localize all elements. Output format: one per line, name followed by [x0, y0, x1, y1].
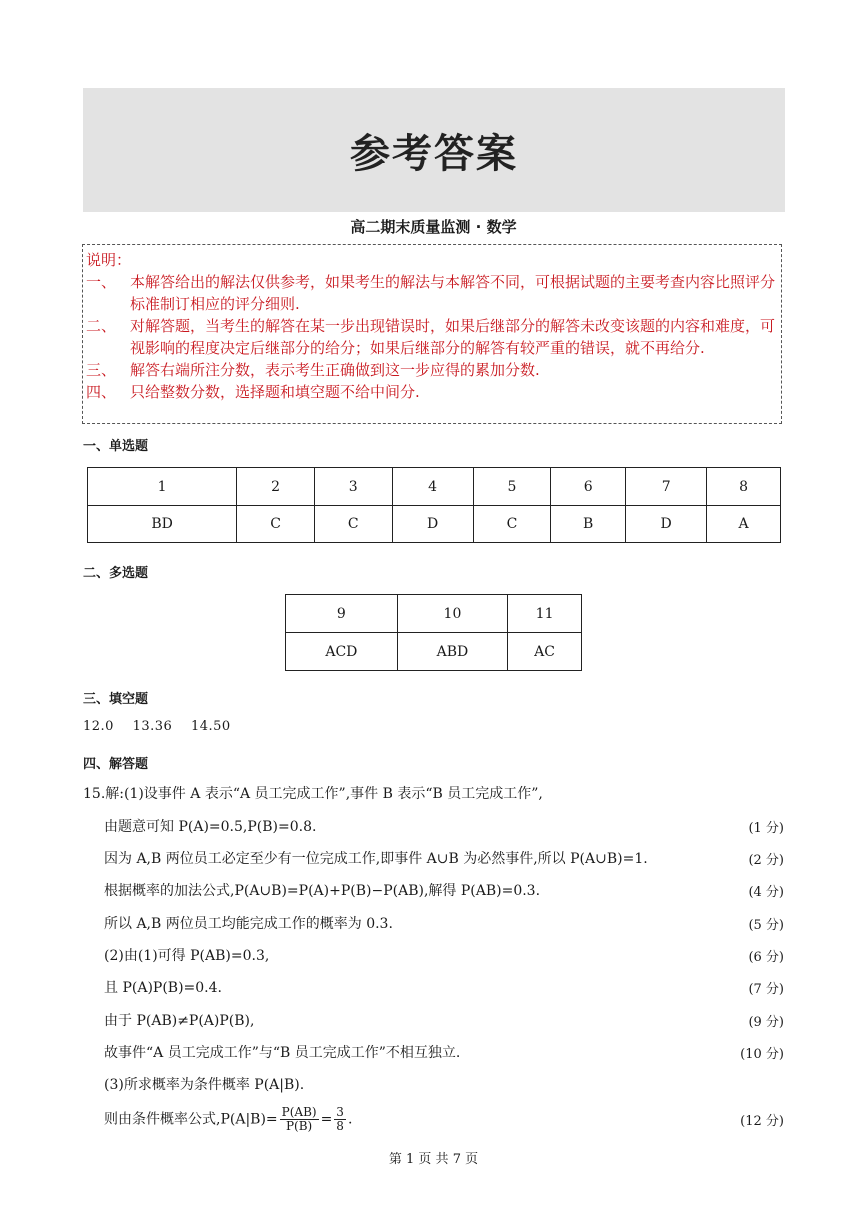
score-label: (10 分)	[740, 1046, 784, 1062]
note-number: 四、	[86, 383, 117, 401]
solution-line	[104, 913, 784, 933]
table-cell: 4	[392, 468, 473, 506]
numerator: P(AB)	[281, 1105, 317, 1119]
section-heading-fill: 三、填空题	[83, 692, 149, 707]
table-cell: 3	[314, 468, 392, 506]
equals-sign: =	[320, 1111, 333, 1128]
solution-line	[104, 848, 784, 868]
answer-row	[88, 506, 781, 543]
denominator: P(B)	[285, 1119, 313, 1133]
fill-answers	[83, 719, 245, 734]
table-cell: 6	[551, 468, 626, 506]
table-cell: 9	[286, 595, 398, 633]
table-cell: ACD	[286, 633, 398, 671]
note-item	[86, 359, 781, 381]
fraction	[334, 1106, 346, 1133]
solution-text: 且 P(A)P(B)=0.4.	[104, 980, 222, 996]
multi-choice-table	[285, 594, 582, 671]
table-cell: 11	[508, 595, 582, 633]
solution-text: (2)由(1)可得 P(AB)=0.3,	[104, 948, 270, 964]
page-footer: 第 1 页 共 7 页	[388, 1152, 479, 1167]
table-cell: D	[392, 506, 473, 543]
numerator: 3	[336, 1105, 344, 1119]
section-heading-solutions: 四、解答题	[83, 757, 149, 772]
score-label: (5 分)	[748, 917, 784, 933]
solution-text: 由题意可知 P(A)=0.5,P(B)=0.8.	[104, 819, 317, 835]
note-text: 对解答题，当考生的解答在某一步出现错误时，如果后继部分的解答未改变该题的内容和难度，可视影响的程度决定后继部分的给分；如果后继部分的解答有较严重的错误，就不再给分.	[130, 317, 776, 357]
solution-text: 所以 A,B 两位员工均能完成工作的概率为 0.3.	[104, 916, 393, 932]
solution-text: 根据概率的加法公式,P(A∪B)=P(A)+P(B)−P(AB),解得 P(AB)=0.3.	[104, 883, 541, 899]
table-cell: D	[626, 506, 707, 543]
solution-text: 15.解:(1)设事件 A 表示“A 员工完成工作”,事件 B 表示“B 员工完成工作”,	[83, 786, 543, 802]
score-label: (4 分)	[748, 884, 784, 900]
notes-box	[82, 244, 782, 424]
exam-subtitle: 高二期末质量监测 · 数学	[350, 218, 517, 236]
solution-line	[83, 783, 784, 803]
table-cell: ABD	[397, 633, 507, 671]
solution-line-formula	[104, 1106, 784, 1133]
note-item	[86, 271, 781, 315]
table-cell: 2	[237, 468, 315, 506]
solution-line	[104, 816, 784, 836]
solution-line	[104, 977, 784, 997]
table-cell: BD	[88, 506, 237, 543]
note-text: 本解答给出的解法仅供参考，如果考生的解法与本解答不同，可根据试题的主要考查内容比照评分标准制订相应的评分细则.	[130, 273, 776, 313]
score-label: (6 分)	[748, 949, 784, 965]
number-row	[88, 468, 781, 506]
fill-answer: 12.0	[83, 719, 114, 734]
table-cell: C	[314, 506, 392, 543]
solution-line	[104, 1042, 784, 1062]
page-title: 参考答案	[350, 129, 518, 177]
section-heading-multi: 二、多选题	[83, 566, 149, 581]
note-text: 只给整数分数，选择题和填空题不给中间分.	[130, 383, 420, 401]
table-cell: C	[473, 506, 551, 543]
table-cell: 10	[397, 595, 507, 633]
number-row	[286, 595, 582, 633]
table-cell: 5	[473, 468, 551, 506]
table-cell: B	[551, 506, 626, 543]
table-cell: 1	[88, 468, 237, 506]
solution-text: 因为 A,B 两位员工必定至少有一位完成工作,即事件 A∪B 为必然事件,所以 P(A∪B)=1.	[104, 851, 648, 867]
fraction	[280, 1106, 319, 1133]
solution-text: 由于 P(AB)≠P(A)P(B),	[104, 1013, 255, 1029]
score-label: (12 分)	[740, 1114, 784, 1129]
note-number: 二、	[86, 317, 117, 335]
single-choice-table	[87, 467, 781, 543]
solution-line	[104, 1010, 784, 1030]
score-label: (9 分)	[748, 1014, 784, 1030]
score-label: (7 分)	[748, 981, 784, 997]
denominator: 8	[336, 1119, 344, 1133]
score-label: (1 分)	[748, 820, 784, 836]
table-cell: C	[237, 506, 315, 543]
formula-prefix: 则由条件概率公式,P(A|B)=	[104, 1111, 278, 1128]
table-cell: 7	[626, 468, 707, 506]
solution-line	[104, 1074, 784, 1094]
title-banner	[83, 88, 785, 212]
note-item	[86, 381, 781, 403]
solution-line	[104, 945, 784, 965]
section-heading-single: 一、单选题	[83, 439, 149, 454]
table-cell: AC	[508, 633, 582, 671]
solution-text: 故事件“A 员工完成工作”与“B 员工完成工作”不相互独立.	[104, 1045, 461, 1061]
score-label: (2 分)	[748, 852, 784, 868]
answer-row	[286, 633, 582, 671]
solution-text	[104, 1106, 352, 1133]
solution-text: (3)所求概率为条件概率 P(A|B).	[104, 1077, 305, 1093]
solution-line	[104, 880, 784, 900]
fill-answer: 14.50	[190, 719, 231, 734]
formula-suffix: .	[347, 1111, 353, 1128]
table-cell: 8	[707, 468, 781, 506]
note-number: 三、	[86, 361, 117, 379]
notes-heading: 说明：	[86, 251, 132, 269]
note-text: 解答右端所注分数，表示考生正确做到这一步应得的累加分数.	[130, 361, 540, 379]
note-number: 一、	[86, 273, 117, 291]
note-item	[86, 315, 781, 359]
fill-answer: 13.36	[132, 719, 173, 734]
table-cell: A	[707, 506, 781, 543]
